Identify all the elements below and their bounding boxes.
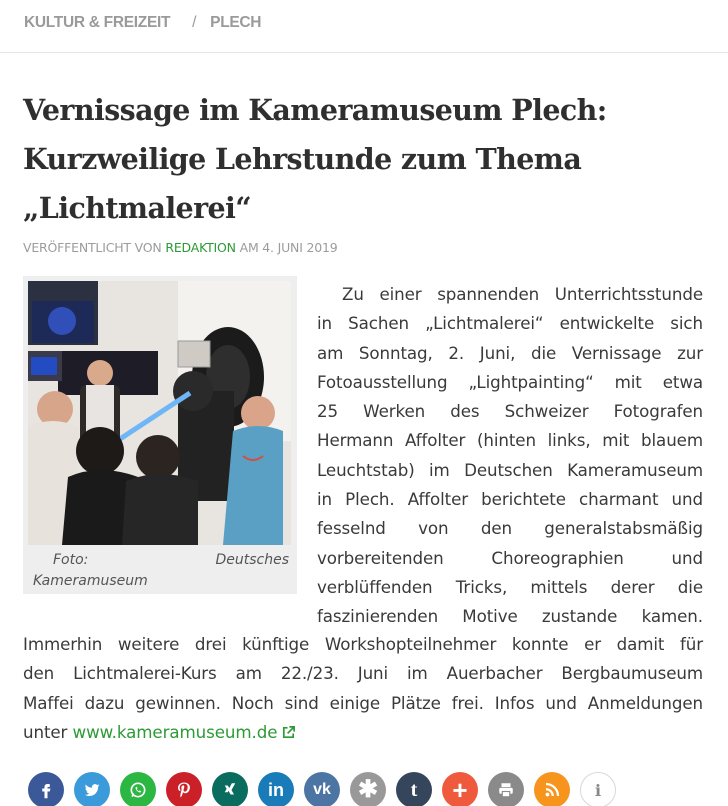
share-add-button[interactable] — [442, 772, 478, 806]
text-line: faszinierenden Motive zustande kamen. — [317, 606, 703, 627]
more-icon: ✱ — [357, 776, 379, 803]
tumblr-icon: t — [410, 778, 418, 801]
share-xing-button[interactable] — [212, 772, 248, 806]
kameramuseum-link[interactable] — [73, 722, 297, 742]
text-line: Leuchtstab) im Deutschen Kameramuseum — [317, 459, 703, 480]
caption-right: Deutsches — [215, 552, 289, 568]
text-line: Immerhin weitere drei künftige Workshopteilnehmer konnte er damit für — [23, 634, 703, 654]
article-title — [23, 86, 713, 233]
text-line: in Sachen „Lichtmalerei“ entwickelte sich — [317, 313, 703, 334]
vk-icon: vk — [313, 781, 331, 798]
article-figure — [23, 276, 297, 594]
link-text: www.kameramuseum.de — [72, 721, 278, 742]
text-line: Fotoausstellung „Lightpainting“ mit etwa — [317, 371, 703, 392]
rss-icon — [543, 781, 561, 799]
share-vk-button[interactable] — [304, 772, 340, 806]
text-line: fesselnd von den generalstabsmäßig — [317, 518, 703, 539]
caption-line2: Kameramuseum — [33, 573, 148, 589]
title-line: Vernissage im Kameramuseum Plech: — [23, 93, 607, 127]
article-body-full — [23, 630, 703, 747]
share-linkedin-button[interactable] — [258, 772, 294, 806]
text-line: den Lichtmalerei-Kurs am 22./23. Juni im Auerbacher Bergbaumuseum — [23, 663, 703, 684]
share-bar — [28, 772, 616, 806]
caption-left: Foto: — [53, 552, 89, 568]
text-line: Hermann Affolter (hinten links, mit blauem — [317, 430, 703, 451]
share-facebook-button[interactable] — [28, 772, 64, 806]
figure-caption — [33, 550, 289, 592]
title-line: „Lichtmalerei“ — [23, 191, 252, 225]
breadcrumb-section-link[interactable]: KULTUR & FREIZEIT — [24, 14, 171, 31]
pinterest-icon — [175, 781, 193, 799]
whatsapp-icon — [128, 780, 148, 800]
breadcrumb-separator: / — [192, 14, 197, 31]
text-line: vorbereitenden Choreographien und — [317, 547, 703, 568]
text-line: in Plech. Affolter berichtete charmant und — [317, 489, 703, 510]
share-rss-button[interactable] — [534, 772, 570, 806]
share-info-button[interactable] — [580, 772, 616, 806]
author-link[interactable]: REDAKTION — [165, 240, 236, 255]
header-divider — [0, 52, 728, 53]
text-line: Maffei dazu gewinnen. Noch sind einige Plätze frei. Infos und Anmeldungen — [23, 692, 703, 713]
breadcrumb-location-link[interactable]: PLECH — [210, 14, 262, 31]
text-line: Zu einer spannenden Unterrichtsstunde — [342, 284, 703, 304]
linkedin-icon: in — [268, 779, 284, 800]
publish-date: AM 4. JUNI 2019 — [239, 240, 338, 255]
share-print-button[interactable] — [488, 772, 524, 806]
title-line: Kurzweilige Lehrstunde zum Thema — [23, 142, 582, 176]
external-link-icon — [281, 725, 296, 740]
share-twitter-button[interactable] — [74, 772, 110, 806]
article-body-wrapped — [317, 280, 703, 632]
add-icon: + — [452, 775, 468, 805]
twitter-icon — [83, 781, 101, 799]
article-photo[interactable] — [28, 281, 291, 545]
published-by-label: VERÖFFENTLICHT VON — [23, 240, 162, 255]
link-prefix: unter — [23, 721, 68, 742]
text-line: verblüffenden Tricks, mittels derer die — [317, 576, 703, 597]
share-whatsapp-button[interactable] — [120, 772, 156, 806]
share-more-button[interactable] — [350, 772, 386, 806]
share-tumblr-button[interactable] — [396, 772, 432, 806]
share-pinterest-button[interactable] — [166, 772, 202, 806]
breadcrumb — [24, 11, 261, 35]
article-meta — [23, 240, 337, 255]
text-line-last — [23, 718, 703, 747]
xing-icon — [221, 781, 239, 799]
text-line: am Sonntag, 2. Juni, die Vernissage zur — [317, 342, 703, 363]
info-icon: i — [594, 780, 602, 800]
facebook-icon — [37, 781, 55, 799]
print-icon — [497, 781, 515, 799]
text-line: 25 Werken des Schweizer Fotografen — [317, 401, 703, 422]
